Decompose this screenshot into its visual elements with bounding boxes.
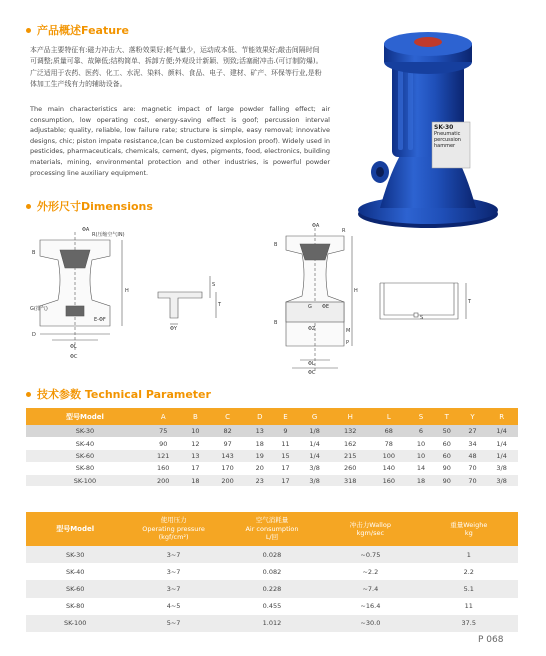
th2-weight-label: 重量Weighe <box>450 520 488 529</box>
label-s: S <box>212 282 216 288</box>
table-cell: 0.028 <box>223 546 321 563</box>
table-row <box>26 615 518 632</box>
table-cell: 132 <box>331 425 370 437</box>
table-cell: SK-60 <box>26 580 124 597</box>
label-h: H <box>125 288 129 294</box>
label-m: M <box>346 328 351 334</box>
table-cell: 3/8 <box>485 475 518 487</box>
table-cell: 200 <box>208 475 247 487</box>
table-cell: 100 <box>370 450 409 462</box>
table-cell: 18 <box>408 475 434 487</box>
th2-air <box>223 512 321 546</box>
th2-pressure-en: Operating pressure <box>142 524 205 533</box>
table-cell: SK-100 <box>26 615 124 632</box>
table-cell: 70 <box>460 475 486 487</box>
table-cell: 12 <box>183 437 209 449</box>
th2-pressure-unit: (kgf/cm²) <box>158 533 189 542</box>
table-cell: 20 <box>247 462 273 474</box>
table-cell: 15 <box>273 450 299 462</box>
table-cell: 1/4 <box>485 437 518 449</box>
th2-air-cn: 空气消耗量 <box>255 516 289 525</box>
table-cell: 6 <box>408 425 434 437</box>
table-cell: 18 <box>247 437 273 449</box>
table-cell: 70 <box>460 462 486 474</box>
label-g-exhaust: G(排气) <box>30 306 48 312</box>
label-phiL: ΦL <box>70 344 77 350</box>
label-r-inlet: R(压缩空气IN) <box>92 232 125 238</box>
th2-wallop-label: 冲击力Wallop <box>349 520 391 529</box>
label-p: P <box>346 340 350 346</box>
table-cell: 1/4 <box>298 437 331 449</box>
table-cell: ~16.4 <box>321 598 419 615</box>
th2-wallop <box>321 512 419 546</box>
th2-model-text: 型号Model <box>56 524 95 533</box>
th2-wallop-unit: kgm/sec <box>356 529 385 537</box>
table-cell: 3/8 <box>298 475 331 487</box>
table-cell: 13 <box>183 450 209 462</box>
table-row <box>26 425 518 437</box>
table-cell: SK-30 <box>26 546 124 563</box>
feature-title-text: 产品概述Feature <box>37 24 129 37</box>
th2-weight <box>420 512 518 546</box>
table-cell: 11 <box>273 437 299 449</box>
table-cell: 3~7 <box>124 546 222 563</box>
dimension-table <box>26 408 518 487</box>
table-cell: 90 <box>144 437 183 449</box>
table-cell: 97 <box>208 437 247 449</box>
table-cell: ~7.4 <box>321 580 419 597</box>
table-cell: SK-40 <box>26 563 124 580</box>
performance-table <box>26 512 518 632</box>
th-model: 型号Model <box>26 408 144 425</box>
table-cell: 160 <box>370 475 409 487</box>
table-cell: 23 <box>247 475 273 487</box>
dimension-drawing-front <box>30 222 140 362</box>
table-cell: 90 <box>434 462 460 474</box>
th-h: H <box>331 408 370 425</box>
label-h-side: H <box>354 288 358 294</box>
table-cell: 160 <box>144 462 183 474</box>
table-cell: 75 <box>144 425 183 437</box>
label-phiZ: ΦZ <box>308 326 316 332</box>
technical-section-title <box>26 386 211 402</box>
table-cell: 37.5 <box>420 615 518 632</box>
table-cell: 19 <box>247 450 273 462</box>
table-cell: 9 <box>273 425 299 437</box>
table-cell: 215 <box>331 450 370 462</box>
table-cell: 82 <box>208 425 247 437</box>
table-cell: 3~7 <box>124 580 222 597</box>
dimension-drawing-plate <box>374 275 474 335</box>
table-cell: 68 <box>370 425 409 437</box>
table-cell: 162 <box>331 437 370 449</box>
table-cell: SK-80 <box>26 598 124 615</box>
th-e: E <box>273 408 299 425</box>
th2-air-en: Air consumption <box>245 524 299 533</box>
label-phiC: ΦC <box>70 354 78 360</box>
table-cell: 140 <box>370 462 409 474</box>
table-cell: 17 <box>273 462 299 474</box>
label-g: G <box>308 304 312 310</box>
table-cell: 1/4 <box>485 425 518 437</box>
product-label <box>434 125 470 149</box>
label-phiA: ΦA <box>82 227 90 233</box>
product-label-line1: Pneumatic <box>434 131 461 137</box>
th-y: Y <box>460 408 486 425</box>
table-cell: 318 <box>331 475 370 487</box>
th-l: L <box>370 408 409 425</box>
bullet-icon <box>26 204 31 209</box>
table-cell: 3/8 <box>298 462 331 474</box>
table-cell: 13 <box>247 425 273 437</box>
th2-pressure-cn: 使用压力 <box>160 516 187 525</box>
table-row <box>26 462 518 474</box>
table-cell: 143 <box>208 450 247 462</box>
table-cell: ~2.2 <box>321 563 419 580</box>
table-cell: 121 <box>144 450 183 462</box>
table-row <box>26 563 518 580</box>
table-cell: 60 <box>434 437 460 449</box>
th2-model <box>26 512 124 546</box>
bullet-icon <box>26 28 31 33</box>
feature-text-cn: 本产品主要特征有:磁力冲击大、落粉效果好;耗气量少，运动成本低、节能效果好;敲击间隔时间可调整;质量可靠、故障低;结构简单、拆卸方便;外观设计新颖、别致;活塞耐冲击.(可订制防爆)。广泛适用于农药、医药、化工、水泥、染料、颜料、食品、电子、建材、矿产、环保等行业,是粉体加工生产线有力的辅助设备。 <box>30 46 323 89</box>
table-row <box>26 546 518 563</box>
dimensions-section-title <box>26 198 153 214</box>
table-cell: 10 <box>183 425 209 437</box>
product-image <box>350 22 510 232</box>
product-label-model: SK-30 <box>434 124 454 131</box>
feature-text-en: The main characteristics are: magnetic impact of large powder falling effect; air consumption, low operating cost, energy-saving effect is goof; percussion interval adjustable; quality, reliable, low failure rate; structure is simple, easy removal; innovative designs, chic; piston impate resistance,(can be customized explosion proof). Widely used in pesticides, pharmaceuticals, chemicals, cement, dyes, pigments, food, electronics, building materials, mining, environmental protection and other industries, is powerful powder processing line auxiliary equipment. <box>30 105 330 177</box>
table-cell: ~0.75 <box>321 546 419 563</box>
table-cell: 11 <box>420 598 518 615</box>
table-cell: 1/4 <box>298 450 331 462</box>
th-r: R <box>485 408 518 425</box>
dimension-drawing-bracket <box>150 270 230 330</box>
technical-title-text: 技术参数 Technical Parameter <box>37 388 211 401</box>
table-row <box>26 475 518 487</box>
table-cell: 50 <box>434 425 460 437</box>
table-cell: 5.1 <box>420 580 518 597</box>
th2-weight-unit: kg <box>464 529 473 537</box>
table-cell: 60 <box>434 450 460 462</box>
label-t: T <box>218 302 222 308</box>
performance-table-header <box>26 512 518 546</box>
table-cell: SK-60 <box>26 450 144 462</box>
page-number: P 068 <box>478 635 504 645</box>
table-cell: 34 <box>460 437 486 449</box>
table-cell: 10 <box>408 450 434 462</box>
table-cell: 1.012 <box>223 615 321 632</box>
table-row <box>26 580 518 597</box>
table-cell: 0.082 <box>223 563 321 580</box>
label-r: R <box>342 228 346 234</box>
product-label-line3: hammer <box>434 143 456 149</box>
th-c: C <box>208 408 247 425</box>
label-d: D <box>32 332 36 338</box>
table-row <box>26 437 518 449</box>
table-cell: SK-40 <box>26 437 144 449</box>
table-cell: 18 <box>183 475 209 487</box>
th2-air-unit: L/回 <box>265 533 279 542</box>
table-cell: 0.228 <box>223 580 321 597</box>
label-phiY: ΦY <box>170 326 177 330</box>
label-b-side2: B <box>274 320 278 326</box>
label-t-plate: T <box>468 299 472 305</box>
label-phiL-side: ΦL <box>308 361 315 367</box>
th-a: A <box>144 408 183 425</box>
table-cell: 48 <box>460 450 486 462</box>
label-phiC-side: ΦC <box>308 370 316 376</box>
table-cell: 1/4 <box>485 450 518 462</box>
table-cell: ~30.0 <box>321 615 419 632</box>
table-cell: 90 <box>434 475 460 487</box>
table-cell: 17 <box>183 462 209 474</box>
table-cell: 1 <box>420 546 518 563</box>
dimension-drawing-side <box>270 222 360 377</box>
table-cell: 2.2 <box>420 563 518 580</box>
table-cell: 3/8 <box>485 462 518 474</box>
table-row <box>26 598 518 615</box>
table-cell: 5~7 <box>124 615 222 632</box>
table-row <box>26 450 518 462</box>
bullet-icon <box>26 392 31 397</box>
table-cell: 27 <box>460 425 486 437</box>
table-cell: 170 <box>208 462 247 474</box>
label-phiA-side: ΦA <box>312 223 320 229</box>
th-s: S <box>408 408 434 425</box>
table-cell: 3~7 <box>124 563 222 580</box>
table-cell: 17 <box>273 475 299 487</box>
label-s-plate: S <box>420 315 424 321</box>
table-cell: 4~5 <box>124 598 222 615</box>
table-cell: SK-30 <box>26 425 144 437</box>
th-d: D <box>247 408 273 425</box>
feature-section-title <box>26 22 129 38</box>
table-cell: 260 <box>331 462 370 474</box>
th-g: G <box>298 408 331 425</box>
label-phiE: ΦE <box>322 304 330 310</box>
label-e-phiF: E-ΦF <box>94 317 106 323</box>
label-b-side: B <box>274 242 278 248</box>
table-cell: 1/8 <box>298 425 331 437</box>
table-cell: SK-80 <box>26 462 144 474</box>
table-cell: 78 <box>370 437 409 449</box>
th-t: T <box>434 408 460 425</box>
dimensions-title-text: 外形尺寸Dimensions <box>37 200 153 213</box>
table-cell: 14 <box>408 462 434 474</box>
product-label-line2: percussion <box>434 137 461 143</box>
table-cell: 200 <box>144 475 183 487</box>
label-b: B <box>32 250 36 256</box>
th-b: B <box>183 408 209 425</box>
th2-pressure <box>124 512 222 546</box>
table-cell: 10 <box>408 437 434 449</box>
table-cell: 0.455 <box>223 598 321 615</box>
table-cell: SK-100 <box>26 475 144 487</box>
dimension-table-header <box>26 408 518 425</box>
